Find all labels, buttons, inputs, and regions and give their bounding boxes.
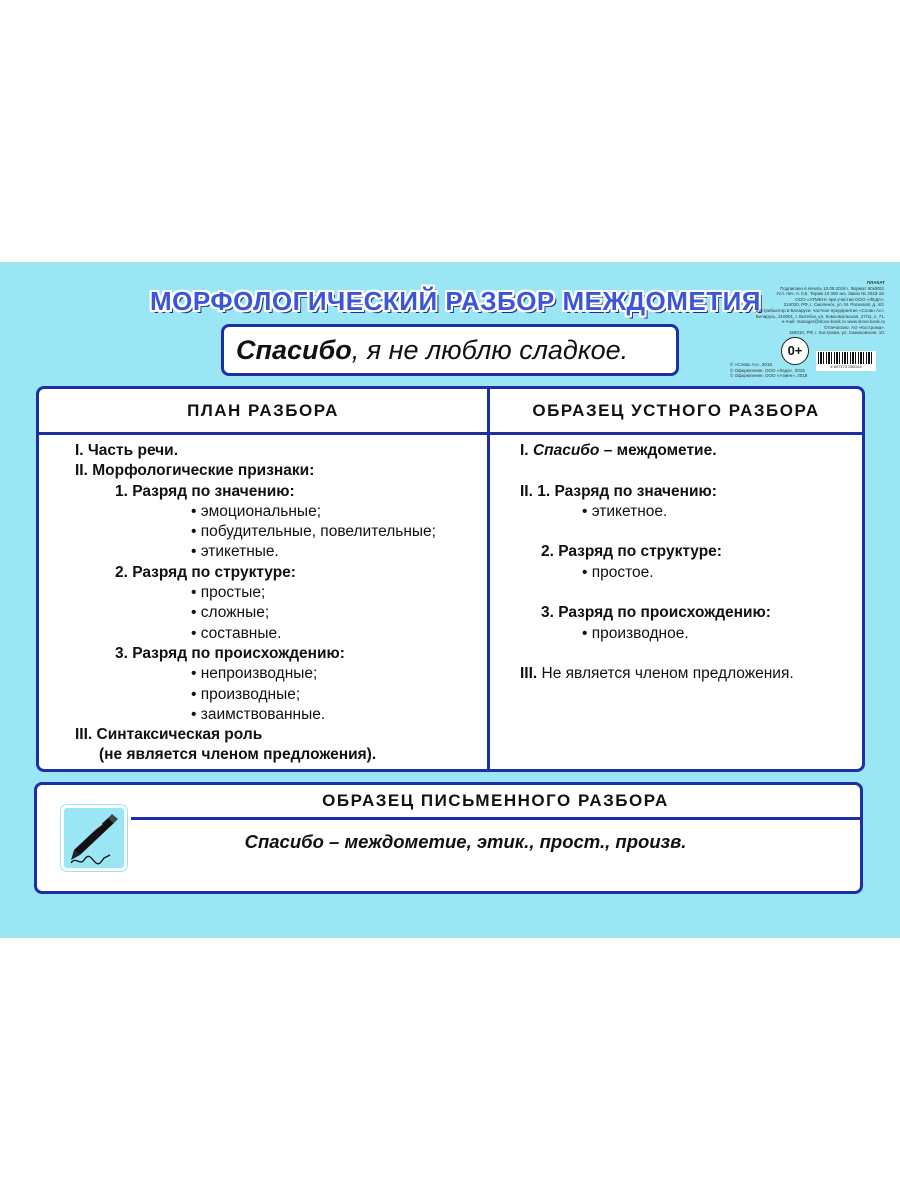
list-item: • производное. [582,624,689,642]
list-item: • составные. [191,624,282,642]
oral-column [520,441,860,685]
example-rest: , я не люблю сладкое. [351,335,629,365]
oral-heading: ОБРАЗЕЦ УСТНОГО РАЗБОРА [532,401,820,420]
imprint-line: Отпечатано: АО «Кострома». [823,324,885,330]
age-rating-badge: 0+ [781,337,809,365]
list-item: • эмоциональные; [191,502,322,520]
imprint-line: 156010, РФ, г. Кострома, ул. Самоковская, 10. [788,330,885,336]
plan-subheading: 3. Разряд по происхождению: [115,644,345,662]
written-header-divider [131,817,860,820]
barcode-bars [818,352,874,364]
list-item: • этикетные. [191,543,279,561]
analysis-table [36,386,865,772]
written-analysis-box [34,782,863,894]
oral-word: Спасибо [532,442,600,459]
oral-item: 3. Разряд по происхождению: [541,604,771,622]
plan-item: III. Синтаксическая роль [75,726,263,744]
oral-item: II. 1. Разряд по значению: [520,482,717,500]
imprint-line: Беларусь, 210001, г. Витебск, ул. Комсомольская, 27/11, к. 71. [755,313,885,319]
plan-item: II. Морфологические признаки: [75,462,315,480]
list-item: • производные; [191,685,301,703]
plan-subheading: 2. Разряд по структуре: [115,563,296,581]
copyright-text [730,362,820,379]
list-item: • сложные; [191,604,270,622]
barcode [816,351,876,371]
imprint-line: Дистрибьютор в Беларуси: частное предприятие «Слово Ас», [755,307,885,313]
column-divider [487,389,490,769]
plan-subheading: 1. Разряд по значению: [115,482,295,500]
imprint-line: e-mail: manager@slovo-book.ru www.slovo-book.ru [781,319,885,325]
plan-heading: ПЛАН РАЗБОРА [187,401,339,420]
written-heading: ОБРАЗЕЦ ПИСЬМЕННОГО РАЗБОРА [322,791,669,810]
copyright-line: © Оформление. ООО «Атмен», 2018 [730,373,808,379]
oral-text: Не является членом предложения. [541,665,794,683]
copyright-line: © Оформление. ООО «Леда», 2018 [730,367,805,373]
imprint-line: Подписано в печать 10.08.2018 г. Формат 60х90/2. [780,285,885,291]
header-divider [39,432,862,435]
plan-column [75,441,485,766]
list-item: • побудительные, повелительные; [191,523,436,541]
oral-item [520,664,860,684]
example-word: Спасибо [236,335,352,365]
plan-item: I. Часть речи. [75,442,179,459]
imprint-heading: ПЛАКАТ [866,280,885,285]
list-item: • этикетное. [582,502,668,520]
oral-item [520,441,860,461]
imprint-text [745,280,885,336]
list-item: • непроизводные; [191,665,318,683]
written-sample-text: Спасибо – междометие, этик., прост., произв. [244,831,687,852]
imprint-line: 214020, РФ, г. Смоленск, ул. М. Расковой, д. 4/2. [783,302,885,308]
oral-num: III. [520,665,538,683]
list-item: • простое. [582,563,654,581]
list-item: • простые; [191,584,266,602]
poster-title: МОРФОЛОГИЧЕСКИЙ РАЗБОР МЕЖДОМЕТИЯ [150,286,761,316]
pen-icon [61,805,127,871]
imprint-line: Усл. печ. л. 0,5. Тираж 10 000 экз. Заказ № 2043-18. [776,291,885,297]
oral-num: I. [520,442,529,459]
copyright-line: © «Слово Ас», 2018 [730,362,772,367]
plan-note: (не является членом предложения). [99,746,377,764]
list-item: • заимствованные. [191,705,326,723]
oral-item: 2. Разряд по структуре: [541,543,722,561]
oral-text: – междометие. [603,442,717,459]
example-sentence-box [221,324,679,376]
imprint-line: ООО «АТМЕН» при участии ООО «ЛЕДА». [795,296,885,302]
barcode-number: 4 607173 250143 [830,364,862,369]
